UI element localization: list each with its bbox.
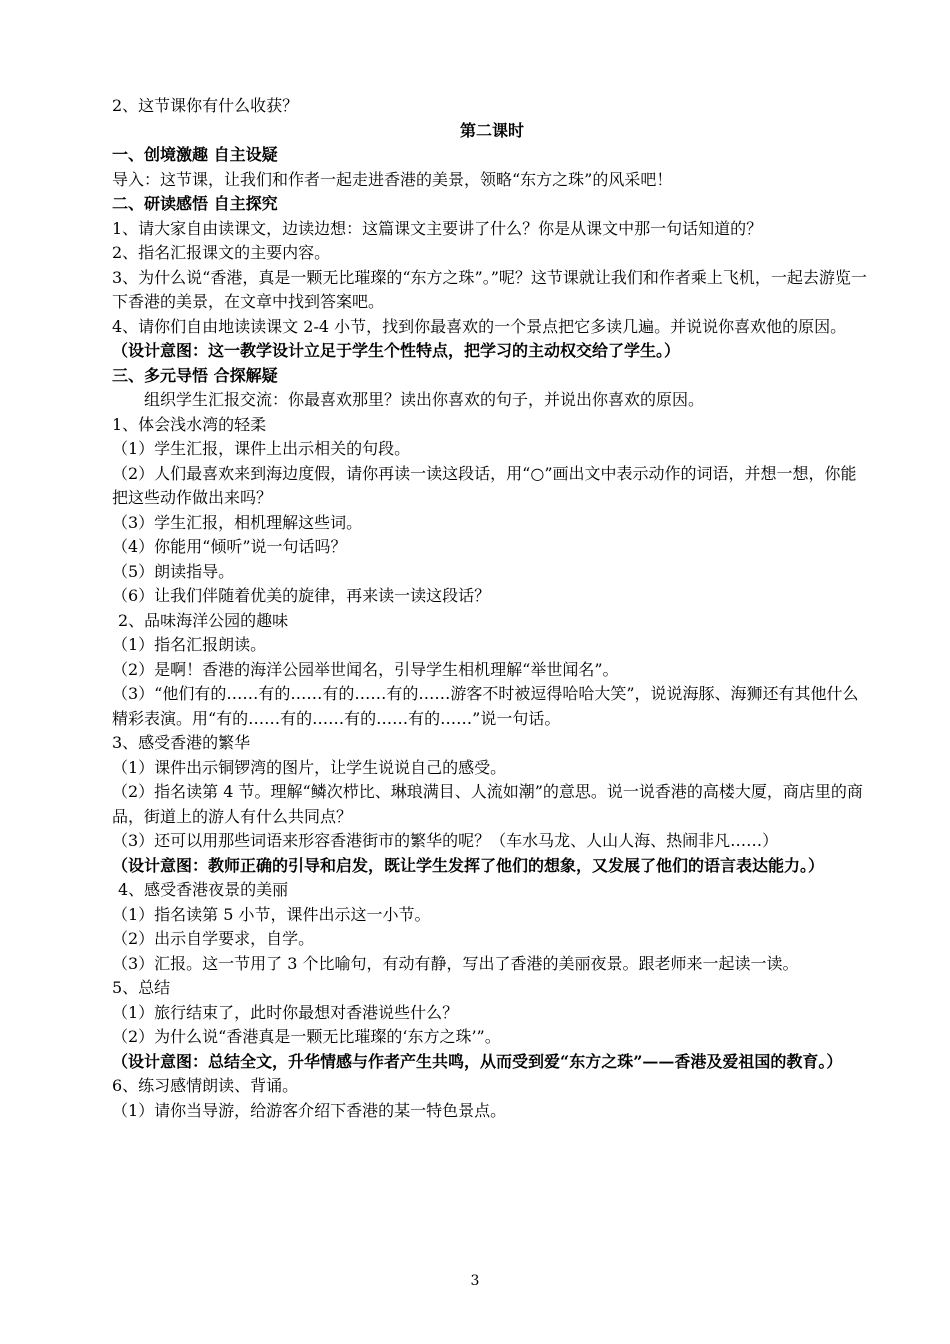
text-line: 2、指名汇报课文的主要内容。 [112, 243, 331, 262]
text-paragraph: （2）指名读第 4 节。理解“鳞次栉比、琳琅满目、人流如潮”的意思。说一说香港的高楼大厦，商店里的商品，街道上的游人有什么共同点？ [112, 782, 863, 826]
design-note: （设计意图：总结全文，升华情感与作者产生共鸣，从而受到爱“东方之珠”——香港及爱祖国的教育。） [112, 1051, 843, 1071]
text-line: （1）请你当导游，给游客介绍下香港的某一特色景点。 [112, 1100, 507, 1120]
text-paragraph: （3）还可以用那些词语来形容香港街市的繁华的呢？（车水马龙、人山人海、热闹非凡……） [112, 831, 779, 850]
section-title: 一、创境激趣 自主设疑 [112, 145, 278, 164]
text-paragraph: （2）人们最喜欢来到海边度假，请你再读一读这段话，用“○”画出文中表示动作的词语，并想一想，你能把这些动作做出来吗？ [112, 463, 857, 507]
text-line: （1）指名读第 5 小节，课件出示这一小节。 [112, 904, 431, 924]
text-line: 组织学生汇报交流：你最喜欢那里？读出你喜欢的句子，并说出你喜欢的原因。 [144, 390, 705, 409]
text-paragraph: 3、为什么说“香港，真是一颗无比璀璨的“东方之珠”。”呢？这节课就让我们和作者乘上飞机，一起去游览一下香港的美景，在文章中找到答案吧。 [112, 267, 867, 311]
text-line: （3）学生汇报，相机理解这些词。 [112, 512, 363, 532]
text-line: （1）课件出示铜锣湾的图片，让学生说说自己的感受。 [112, 757, 507, 777]
text-line: 2、这节课你有什么收获？ [112, 96, 299, 115]
text-line: 导入：这节课，让我们和作者一起走进香港的美景，领略“东方之珠”的风采吧！ [112, 169, 673, 189]
text-line: （2）为什么说“香港真是一颗无比璀璨的‘东方之珠’”。 [112, 1027, 501, 1046]
design-note: （设计意图：这一教学设计立足于学生个性特点，把学习的主动权交给了学生。） [112, 341, 681, 360]
text-paragraph: 4、请你们自由地读读课文 2-4 小节，找到你最喜欢的一个景点把它多读几遍。并说说你喜欢他的原因。 [112, 316, 847, 336]
text-line: 6、练习感情朗读、背诵。 [112, 1076, 299, 1095]
document-body [112, 94, 872, 1123]
section-title: 三、多元导悟 合探解疑 [112, 365, 278, 385]
text-line: （6）让我们伴随着优美的旋律，再来读一读这段话？ [112, 586, 491, 605]
text-line: （2）是啊！香港的海洋公园举世闻名，引导学生相机理解“举世闻名”。 [112, 659, 619, 679]
text-line: （2）出示自学要求，自学。 [112, 929, 315, 948]
text-line: （3）汇报。这一节用了 3 个比喻句，有动有静，写出了香港的美丽夜景。跟老师来一起读一读。 [112, 953, 799, 973]
text-line: 1、请大家自由读课文，边读边想：这篇课文主要讲了什么？你是从课文中那一句话知道的？ [112, 218, 763, 238]
text-paragraph: （3）“他们有的……有的……有的……有的……游客不时被逗得哈哈大笑”，说说海豚、海狮还有其他什么精彩表演。用“有的……有的……有的……有的……”说一句话。 [112, 684, 859, 728]
text-line: （5）朗读指导。 [112, 561, 235, 581]
text-line: 1、体会浅水湾的轻柔 [112, 414, 267, 434]
section-heading: 第二课时 [459, 120, 524, 140]
text-line: （1）指名汇报朗读。 [112, 635, 267, 654]
text-line: （4）你能用“倾听”说一句话吗？ [112, 537, 347, 556]
section-title: 二、研读感悟 自主探究 [112, 194, 278, 213]
text-line: 2、品味海洋公园的趣味 [118, 610, 289, 630]
text-line: 4、感受香港夜景的美丽 [118, 880, 289, 899]
text-line: 5、总结 [112, 978, 171, 997]
text-line: 3、感受香港的繁华 [112, 733, 251, 752]
text-line: （1）学生汇报，课件上出示相关的句段。 [112, 439, 411, 458]
page-number: 3 [470, 1273, 480, 1289]
design-note: （设计意图：教师正确的引导和启发，既让学生发挥了他们的想象，又发展了他们的语言表达能力。） [112, 855, 825, 875]
text-line: （1）旅行结束了，此时你最想对香港说些什么？ [112, 1002, 459, 1022]
